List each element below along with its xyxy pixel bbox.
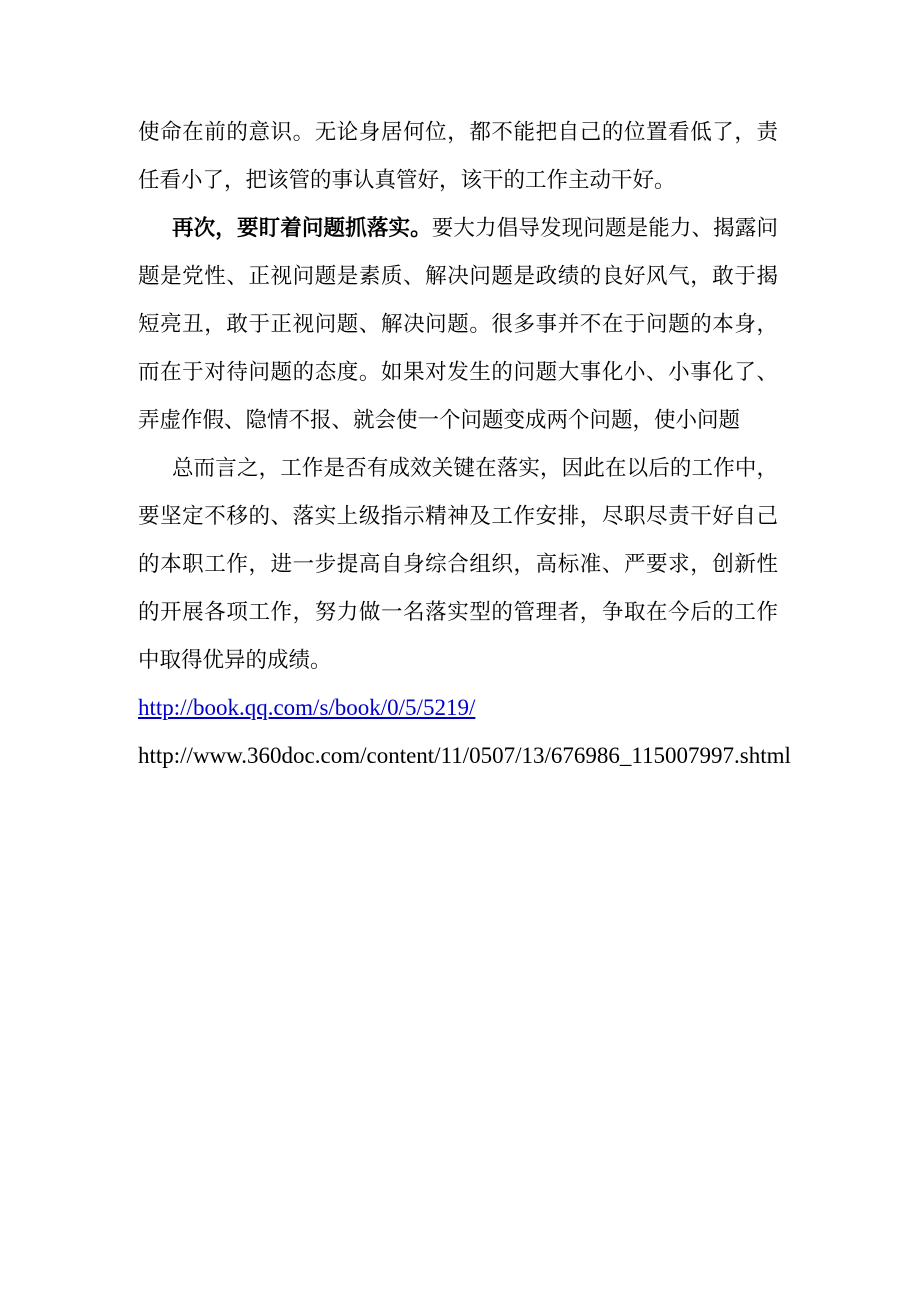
line-text: 使命在前的意识。无论身居何位，都不能把自己的位置看低了，责 <box>138 120 778 144</box>
body-line <box>138 156 778 204</box>
body-line <box>138 204 778 252</box>
line-text: 总而言之，工作是否有成效关键在落实，因此在以后的工作中， <box>172 456 778 480</box>
body-line <box>138 348 778 396</box>
line-text: 短亮丑，敢于正视问题、解决问题。很多事并不在于问题的本身， <box>138 312 778 336</box>
body-line <box>138 108 778 156</box>
line-text: 弄虚作假、隐情不报、就会使一个问题变成两个问题，使小问题 <box>138 408 741 432</box>
body-line <box>138 588 778 636</box>
body-line <box>138 300 778 348</box>
body-line <box>138 492 778 540</box>
book-qq-hyperlink[interactable]: http://book.qq.com/s/book/0/5/5219/ <box>138 695 476 720</box>
line-text: 任看小了，把该管的事认真管好，该干的工作主动干好。 <box>138 168 676 192</box>
body-line <box>138 540 778 588</box>
body-line <box>138 396 778 444</box>
body-line <box>138 252 778 300</box>
body-line <box>138 444 778 492</box>
line-text: 的本职工作，进一步提高自身综合组织，高标准、严要求，创新性 <box>138 552 778 576</box>
body-line <box>138 636 778 684</box>
line-text: 中取得优异的成绩。 <box>138 648 332 672</box>
plain-url-line <box>138 732 791 780</box>
line-text: 题是党性、正视问题是素质、解决问题是政绩的良好风气，敢于揭 <box>138 264 778 288</box>
link-line <box>138 684 778 732</box>
line-text: 要坚定不移的、落实上级指示精神及工作安排，尽职尽责干好自己 <box>138 504 778 528</box>
paragraph-bold-lead: 再次，要盯着问题抓落实。 <box>172 216 432 240</box>
360doc-url-text: http://www.360doc.com/content/11/0507/13/676986_115007997.shtml <box>138 743 791 768</box>
line-text: 的开展各项工作，努力做一名落实型的管理者，争取在今后的工作 <box>138 600 778 624</box>
text-block <box>138 108 791 780</box>
line-text: 而在于对待问题的态度。如果对发生的问题大事化小、小事化了、 <box>138 360 778 384</box>
line-text: 要大力倡导发现问题是能力、揭露问 <box>431 216 778 240</box>
